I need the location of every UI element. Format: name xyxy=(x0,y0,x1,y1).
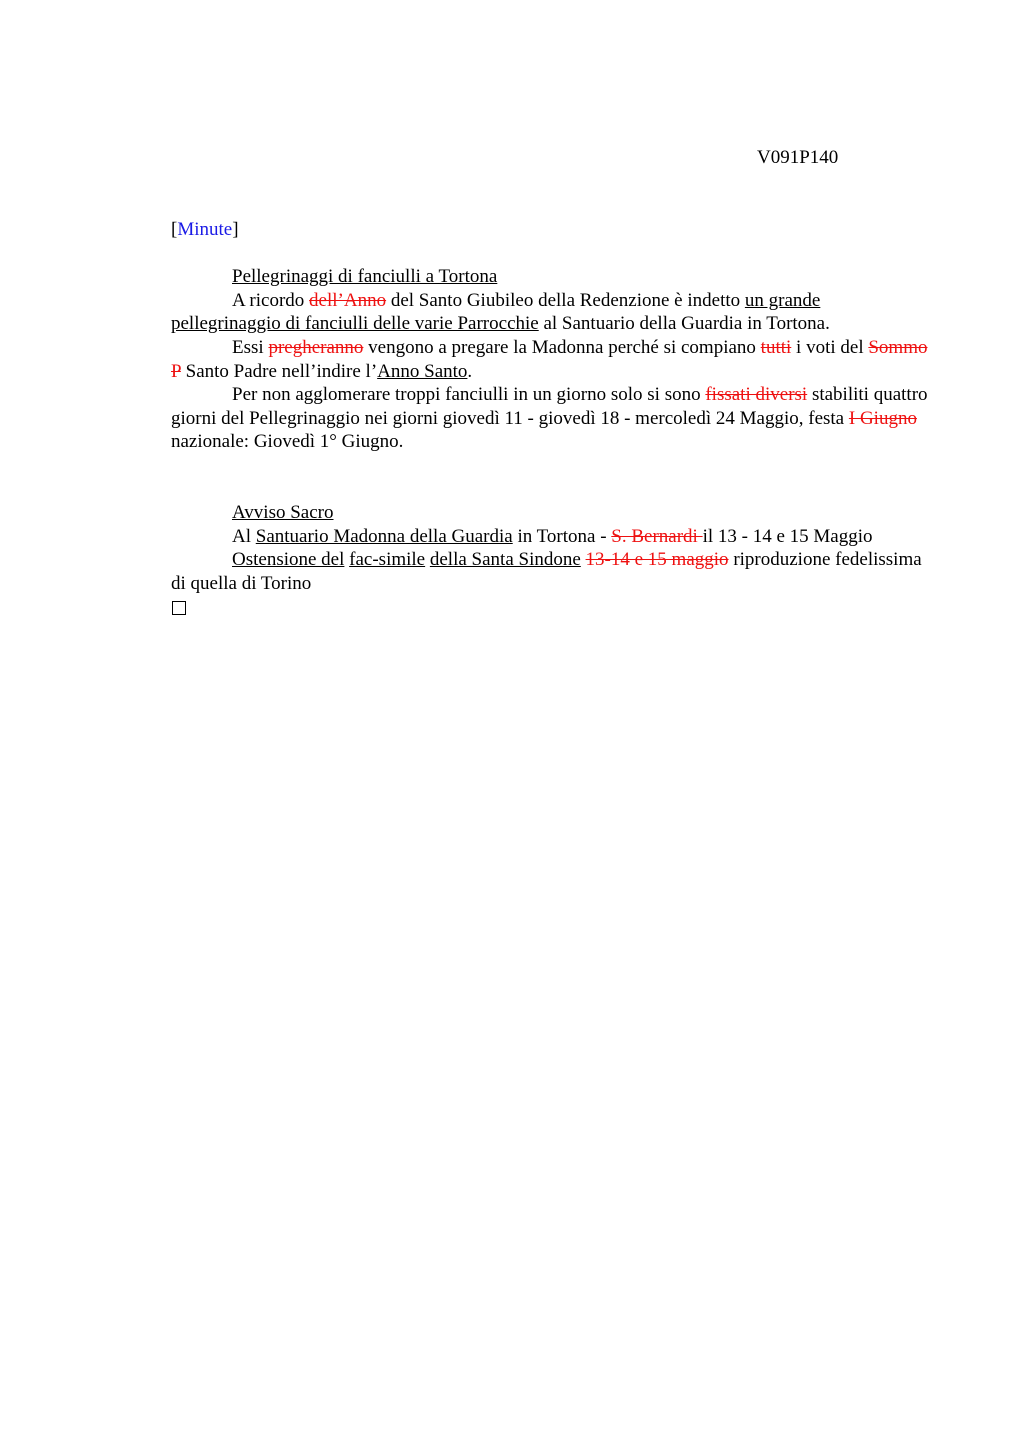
underlined-text: Ostensione del xyxy=(232,549,345,571)
underlined-text: della Santa Sindone xyxy=(429,549,581,571)
deleted-text: dell’Anno xyxy=(309,289,387,311)
section1-paragraph-3 xyxy=(171,383,931,454)
underlined-text: Santuario Madonna della Guardia xyxy=(255,525,513,547)
underlined-text: Anno Santo xyxy=(377,360,468,382)
document-id: V091P140 xyxy=(757,147,839,168)
text-run: Essi xyxy=(232,336,269,358)
text-run: vengono a pregare la Madonna perché si compiano xyxy=(363,336,761,358)
minute-heading xyxy=(171,218,931,242)
section1-title-text: Pellegrinaggi di fanciulli a Tortona xyxy=(232,266,498,288)
text-run: in Tortona - xyxy=(512,525,612,547)
empty-box-icon xyxy=(172,601,186,615)
deleted-text: tutti xyxy=(760,336,792,358)
section1-paragraph-2 xyxy=(171,336,931,383)
bracket-open: [ xyxy=(171,219,178,240)
underlined-text: pellegrinaggio di fanciulli delle varie Parrocchie xyxy=(171,313,539,335)
deleted-text: fissati diversi xyxy=(705,384,808,406)
section2-paragraph-2 xyxy=(171,548,931,595)
spacer xyxy=(171,454,931,501)
section2-paragraph-1 xyxy=(171,525,931,549)
text-run: del Santo Giubileo della Redenzione è indetto xyxy=(386,289,745,311)
section2-title xyxy=(171,501,931,525)
text-run: i voti del xyxy=(791,336,869,358)
section1-paragraph-1 xyxy=(171,289,931,336)
underlined-text: un grande xyxy=(744,289,821,311)
section1-title xyxy=(171,265,931,289)
text-run: stabiliti quattro giorni del Pellegrinaggio nei giorni giovedì 11 - giovedì 18 - mercoledì 24 Maggio, festa xyxy=(171,384,928,429)
text-run: il 13 - 14 e 15 Maggio xyxy=(702,525,873,547)
text-run: Al xyxy=(232,525,256,547)
document-body xyxy=(171,218,931,622)
deleted-text: S. Bernardi xyxy=(611,525,703,547)
text-run: Santo Padre nell’indire l’ xyxy=(180,360,378,382)
text-run: riproduzione fedelissima di quella di Torino xyxy=(171,549,922,594)
deleted-text: Sommo P xyxy=(171,336,928,382)
deleted-text: pregheranno xyxy=(268,336,364,358)
text-run: A ricordo xyxy=(232,289,310,311)
minute-label: Minute xyxy=(177,219,233,240)
checkbox-line xyxy=(171,595,931,622)
text-run: . xyxy=(467,360,473,382)
text-run: Per non agglomerare troppi fanciulli in un giorno solo si sono xyxy=(232,384,706,406)
underlined-text: fac-simile xyxy=(349,549,426,571)
deleted-text: 13-14 e 15 maggio xyxy=(585,549,729,571)
deleted-text: I Giugno xyxy=(848,407,917,429)
text-run: nazionale: Giovedì 1° Giugno. xyxy=(171,431,404,453)
spacer xyxy=(171,242,931,266)
section2-title-text: Avviso Sacro xyxy=(232,501,334,523)
text-run: al Santuario della Guardia in Tortona. xyxy=(538,313,830,335)
bracket-close: ] xyxy=(232,219,239,240)
